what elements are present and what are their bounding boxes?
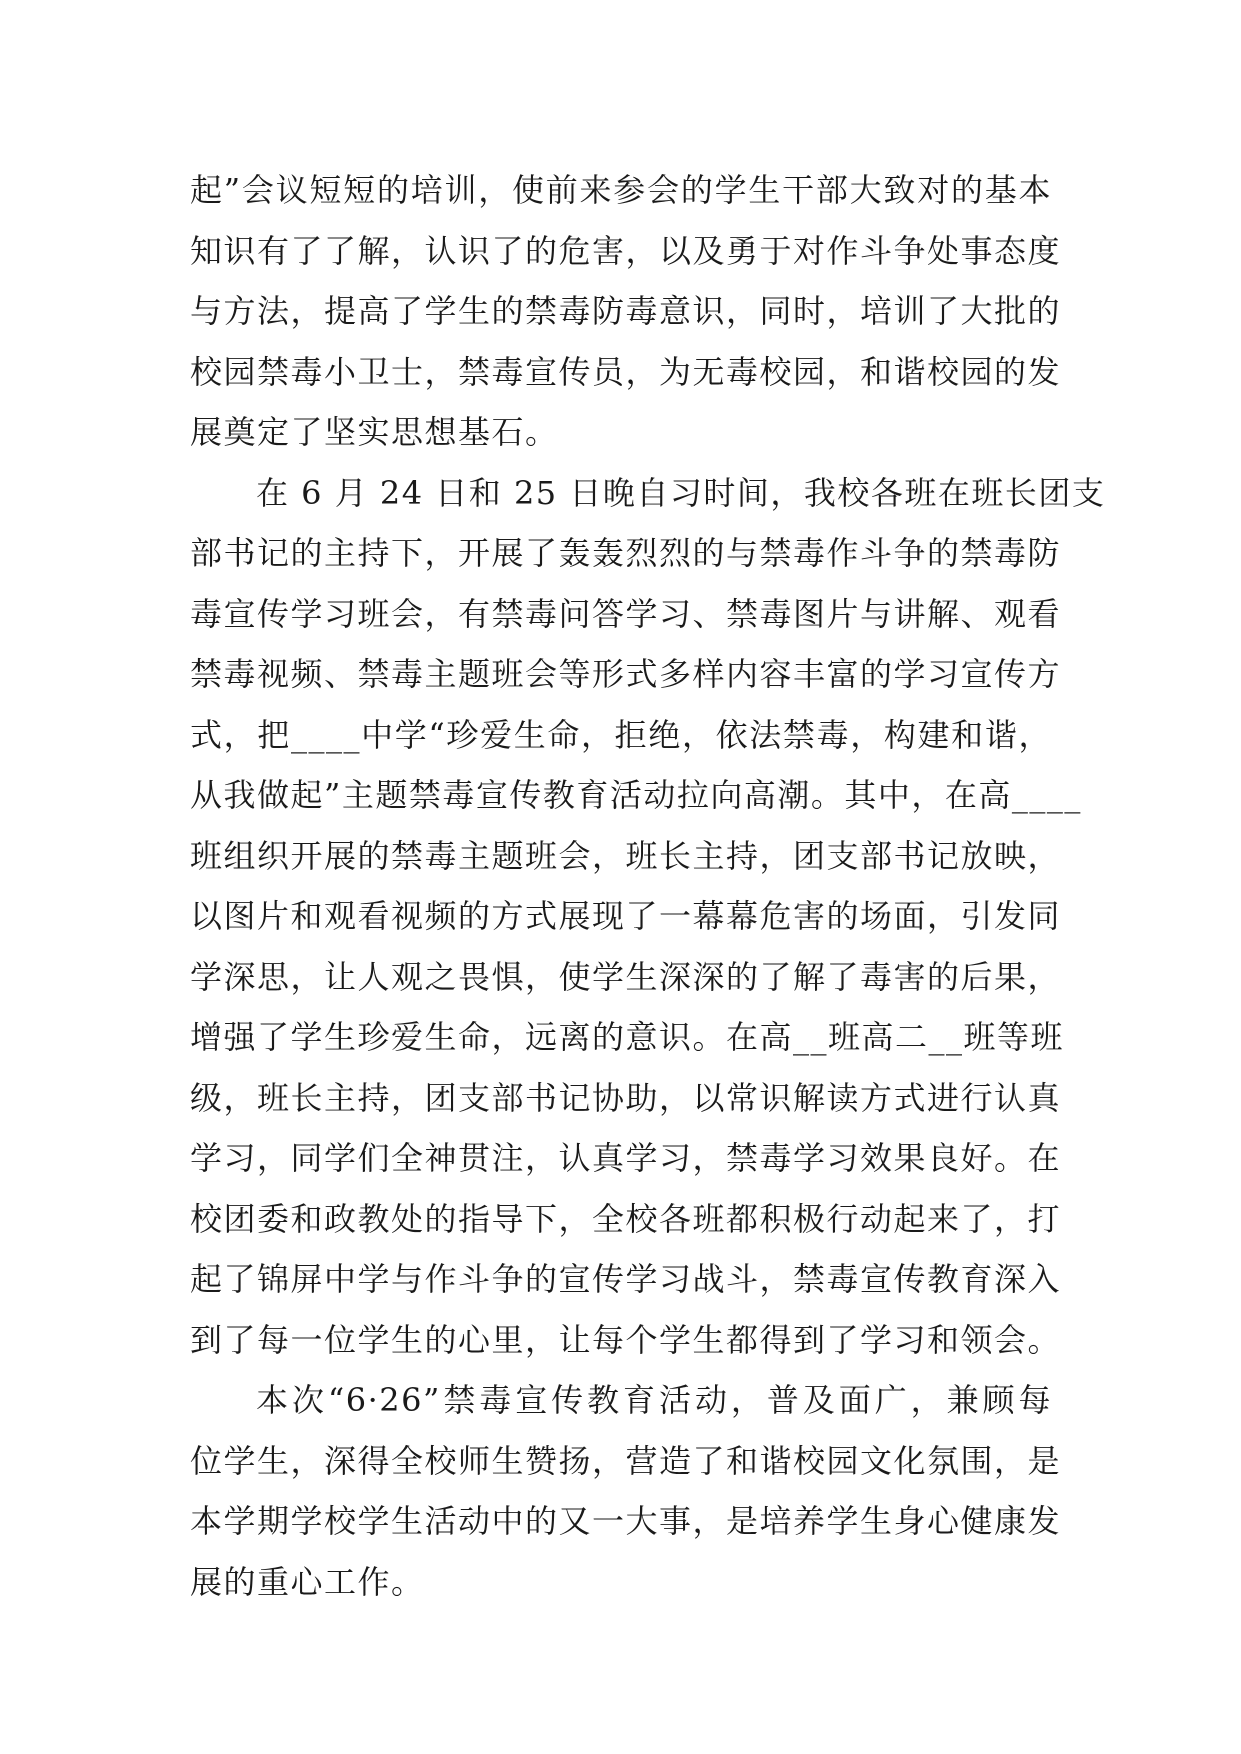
paragraph-2-line-4: 禁毒视频、禁毒主题班会等形式多样内容丰富的学习宣传方 [190,655,1062,693]
paragraph-2-line-13: 校团委和政教处的指导下，全校各班都积极行动起来了，打 [190,1199,1062,1238]
paragraph-2-line-9: 学深思，让人观之畏惧，使学生深深的了解了毒害的后果， [190,957,1062,996]
paragraph-2-line-8: 以图片和观看视频的方式展现了一幕幕危害的场面，引发同 [190,897,1062,935]
paragraph-1-line-2: 知识有了了解，认识了的危害，以及勇于对作斗争处事态度 [190,231,1062,270]
paragraph-3-line-1: 本次“6·26”禁毒宣传教育活动，普及面广，兼顾每 [256,1381,1052,1419]
paragraph-3-line-4: 展的重心工作。 [190,1562,425,1601]
paragraph-2-line-3: 毒宣传学习班会，有禁毒问答学习、禁毒图片与讲解、观看 [190,594,1062,633]
paragraph-2-line-11: 级，班长主持，团支部书记协助，以常识解读方式进行认真 [190,1078,1062,1117]
paragraph-2-line-12: 学习，同学们全神贯注，认真学习，禁毒学习效果良好。在 [190,1139,1062,1177]
paragraph-3-line-3: 本学期学校学生活动中的又一大事，是培养学生身心健康发 [190,1502,1062,1540]
paragraph-1-line-1: 起”会议短短的培训，使前来参会的学生干部大致对的基本 [190,171,1052,209]
paragraph-1-line-4: 校园禁毒小卫士，禁毒宣传员，为无毒校园，和谐校园的发 [190,352,1062,391]
paragraph-2-line-5: 式，把____中学“珍爱生命，拒绝，依法禁毒，构建和谐， [190,715,1052,754]
paragraph-2-line-1: 在 6 月 24 日和 25 日晚自习时间，我校各班在班长团支 [256,473,1106,512]
paragraph-2-line-2: 部书记的主持下，开展了轰轰烈烈的与禁毒作斗争的禁毒防 [190,534,1062,572]
body-text [190,160,1106,1612]
paragraph-2-line-10: 增强了学生珍爱生命，远离的意识。在高__班高二__班等班 [190,1018,1065,1056]
paragraph-2-line-7: 班组织开展的禁毒主题班会，班长主持，团支部书记放映， [190,836,1062,875]
paragraph-1-line-5: 展奠定了坚实思想基石。 [190,413,559,451]
paragraph-1-line-3: 与方法，提高了学生的禁毒防毒意识，同时，培训了大批的 [190,292,1062,330]
paragraph-3-line-2: 位学生，深得全校师生赞扬，营造了和谐校园文化氛围，是 [190,1441,1062,1480]
paragraph-2-line-6: 从我做起”主题禁毒宣传教育活动拉向高潮。其中，在高____ [190,776,1082,814]
paragraph-2-line-14: 起了锦屏中学与作斗争的宣传学习战斗，禁毒宣传教育深入 [190,1260,1062,1298]
paragraph-2-line-15: 到了每一位学生的心里，让每个学生都得到了学习和领会。 [190,1320,1062,1359]
